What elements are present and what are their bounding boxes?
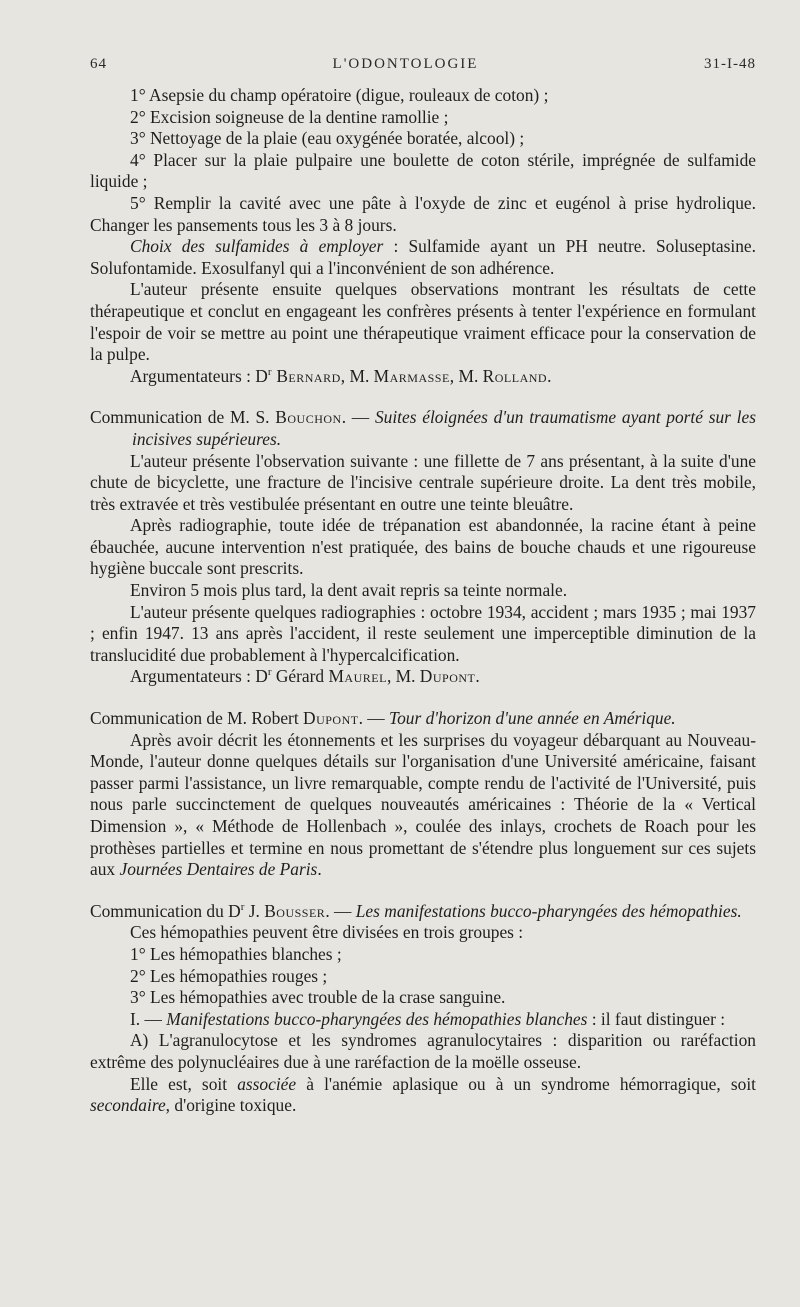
hemo-group-3: 3° Les hémopathies avec trouble de la crase sanguine.: [130, 987, 506, 1008]
choix-label: Choix des sulfamides à employer: [130, 236, 384, 257]
section-one-title: Manifestations bucco-pharyngées des hémopathies blanches: [166, 1008, 588, 1029]
last-paragraph: [90, 1074, 756, 1117]
arg1-sep2: , M.: [449, 365, 483, 386]
section-one-end: : il faut distinguer :: [587, 1008, 726, 1029]
arg2-sep: , M.: [386, 666, 420, 687]
arg1-end: .: [547, 365, 552, 386]
arg1-sep1: , M.: [340, 365, 374, 386]
bouchon-paragraph-2: Après radiographie, toute idée de trépanation est abandonnée, la racine étant à peine ébauchée, aucune intervention n'est pratiquée, des bains de bouche chauds et une rigoureuse hygiène buccale sont prescrits.: [90, 515, 756, 579]
arg2-mid: Gérard: [271, 666, 329, 687]
dupont-end: .: [317, 859, 322, 880]
arg1-name-marmasse: Marmasse: [373, 365, 450, 386]
arg2-end: .: [475, 666, 480, 687]
comm-dupont-title: Tour d'horizon d'une année en Amérique.: [389, 708, 676, 729]
running-header: [90, 56, 756, 73]
last-c: à l'anémie aplasique ou à un syndrome hémorragique, soit: [296, 1073, 756, 1094]
comm-bousser-title: Les manifestations bucco-pharyngées des hémopathies.: [355, 900, 742, 921]
comm-bousser-prefix: Communication du D: [90, 900, 241, 921]
comm-dupont-author: Dupont: [303, 708, 359, 729]
comm-bousser-dash: . —: [325, 900, 356, 921]
comm-bouchon-title: Suites éloignées d'un traumatisme ayant porté sur les incisives supérieures.: [132, 407, 757, 449]
step-3: 3° Nettoyage de la plaie (eau oxygénée boratée, alcool) ;: [130, 128, 525, 149]
argumentateurs-1: [90, 366, 756, 388]
arg2-name-maurel: Maurel: [328, 666, 387, 687]
last-a: Elle est, soit: [130, 1073, 238, 1094]
step-1: 1° Asepsie du champ opératoire (digue, rouleaux de coton) ;: [130, 85, 549, 105]
page-number: 64: [90, 56, 107, 72]
issue-date: 31-I-48: [704, 56, 756, 72]
comm-bouchon-prefix: Communication de M. S.: [90, 407, 276, 428]
conclusion-paragraph: L'auteur présente ensuite quelques observations montrant les résultats de cette thérapeutique et conclut en engageant les confrères présents à tenter l'expérience en formulant l'espoir de voir se mettre au point une thérapeutique vraiment efficace pour la conservation de la pulpe.: [90, 279, 756, 365]
agranulocytose-paragraph: A) L'agranulocytose et les syndromes agranulocytaires : disparition ou raréfaction extrême des polynucléaires due à une raréfaction de la moëlle osseuse.: [90, 1030, 756, 1072]
communication-bouchon: [90, 407, 756, 450]
hemo-group-2: 2° Les hémopathies rouges ;: [130, 965, 328, 986]
communication-bousser: [90, 901, 756, 923]
section-one-heading: [90, 1009, 756, 1031]
hemo-group-1: 1° Les hémopathies blanches ;: [130, 943, 342, 964]
comm-bousser-mid: J.: [244, 900, 265, 921]
journal-title: L'ODONTOLOGIE: [332, 56, 479, 72]
comm-bousser-author: Bousser: [264, 900, 326, 921]
last-b: associée: [237, 1073, 297, 1094]
bouchon-paragraph-4: L'auteur présente quelques radiographies : octobre 1934, accident ; mars 1935 ; mai 1937 ; enfin 1947. 13 ans après l'accident, il reste seulement une imperceptible diminution de la translucidité due probablement à l'hypercalcification.: [90, 601, 756, 665]
arg2-prefix: Argumentateurs : D: [130, 666, 268, 687]
arg2-name-dupont: Dupont: [419, 666, 476, 687]
choix-paragraph: [90, 236, 756, 279]
article-body: [90, 85, 756, 1117]
dupont-italic-end: Journées Dentaires de Paris: [119, 859, 318, 880]
arg1-sup: r: [267, 365, 272, 378]
bouchon-paragraph-3: Environ 5 mois plus tard, la dent avait repris sa teinte normale.: [130, 580, 568, 601]
comm-bouchon-author: Bouchon: [275, 407, 342, 428]
dupont-text: Après avoir décrit les étonnements et les surprises du voyageur débarquant au Nouveau-Monde, l'auteur donne quelques détails sur l'organisation d'une Université américaine, faisant passer parmi l'assistance, un livre remarquable, compte rendu de l'activité de l'Université, puis nous parle succinctement de quelques nouveautés américaines : Théorie de la « Vertical Dimension », « Méthode de Hollenbach », coulée des inlays, crochets de Roach pour les prothèses partielles et termine en nous promettant de s'étendre plus longuement sur ces sujets aux: [90, 729, 756, 880]
comm-bousser-sup: r: [240, 900, 245, 913]
argumentateurs-2: [90, 666, 756, 688]
last-e: , d'origine toxique.: [165, 1095, 297, 1116]
step-2: 2° Excision soigneuse de la dentine ramollie ;: [130, 106, 449, 127]
arg1-prefix: Argumentateurs : D: [130, 365, 268, 386]
choix-text: : Sulfamide ayant un PH neutre. Soluseptasine. Solufontamide. Exosulfanyl qui a l'inconvénient de son adhérence.: [90, 236, 756, 278]
step-5: 5° Remplir la cavité avec une pâte à l'oxyde de zinc et eugénol à prise hydrolique. Changer les pansements tous les 3 à 8 jours.: [90, 192, 756, 235]
step-4: 4° Placer sur la plaie pulpaire une boulette de coton stérile, imprégnée de sulfamide liquide ;: [90, 149, 756, 192]
hemo-intro: Ces hémopathies peuvent être divisées en trois groupes :: [130, 922, 524, 943]
last-d: secondaire: [90, 1095, 166, 1116]
arg2-sup: r: [267, 666, 272, 679]
bouchon-paragraph-1: L'auteur présente l'observation suivante : une fillette de 7 ans présentant, à la suite d'une chute de bicyclette, une fracture de l'incisive centrale supérieure droite. La dent très mobile, très extravée et très vestibulée présentant en outre une teinte bleuâtre.: [90, 450, 756, 514]
arg1-name-rolland: Rolland: [482, 365, 548, 386]
comm-dupont-prefix: Communication de M. Robert: [90, 708, 304, 729]
communication-dupont: [90, 708, 756, 730]
arg1-name-bernard: Bernard: [271, 365, 341, 386]
dupont-paragraph: [90, 730, 756, 881]
section-one-prefix: I. —: [130, 1008, 167, 1029]
comm-bouchon-dash: . —: [341, 407, 375, 428]
comm-dupont-dash: . —: [358, 708, 390, 729]
